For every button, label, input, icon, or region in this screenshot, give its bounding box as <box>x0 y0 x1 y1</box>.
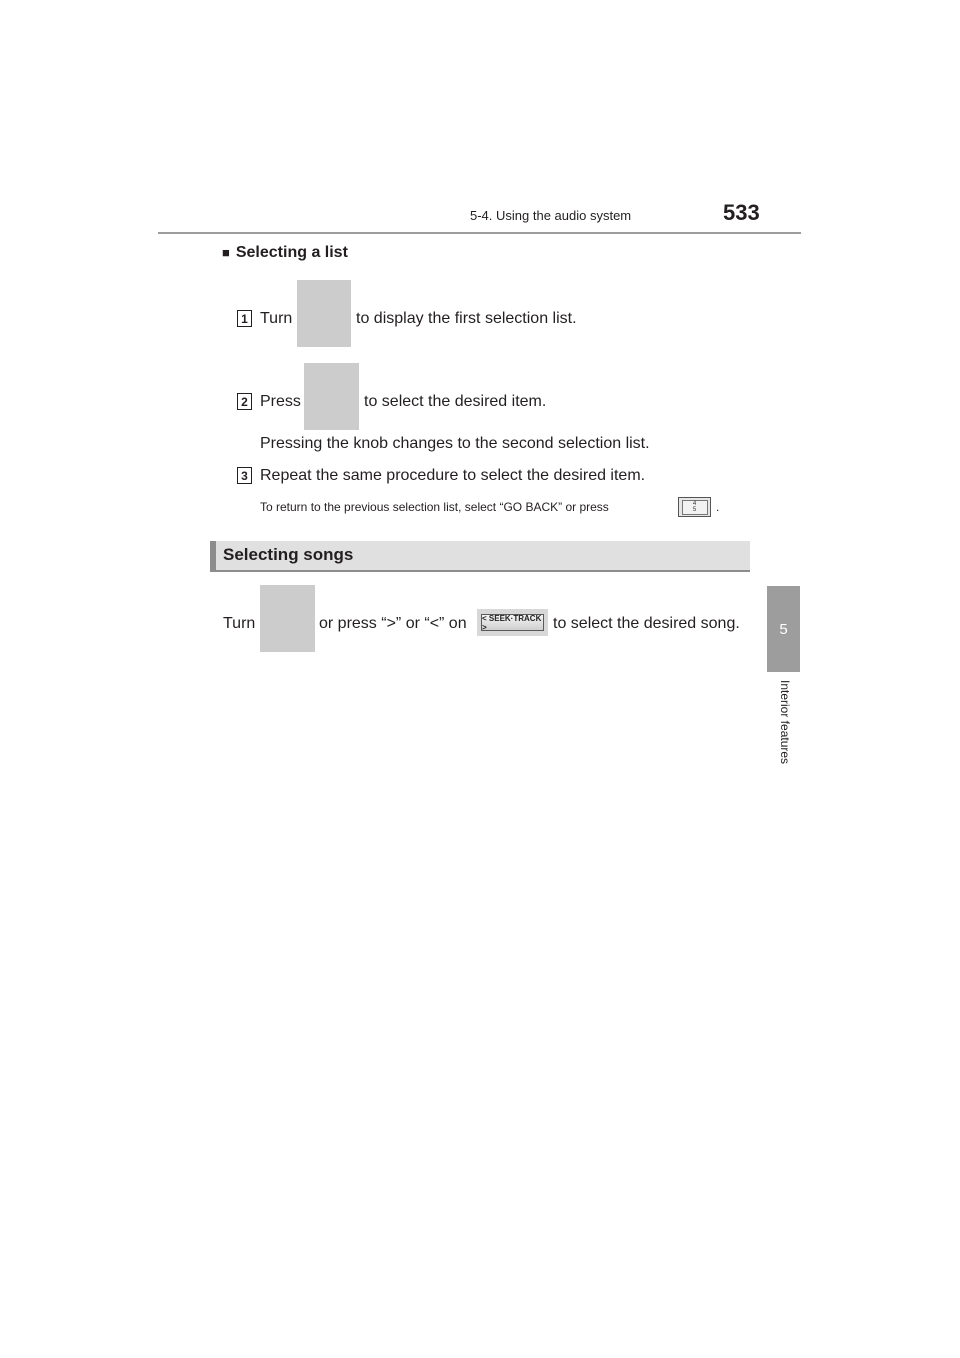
section-title: Selecting songs <box>223 545 354 564</box>
square-bullet-icon: ■ <box>222 245 230 260</box>
page-number: 533 <box>723 200 760 225</box>
select-knob-image <box>304 363 359 430</box>
header-rule <box>158 232 801 234</box>
section-heading-rule <box>210 570 750 572</box>
return-note-end: . <box>716 500 720 514</box>
subsection-title: Selecting a list <box>235 244 348 261</box>
seek-track-button-label: < SEEK·TRACK > <box>481 614 544 631</box>
running-header-section: 5-4. Using the audio system <box>470 208 632 223</box>
step-1-text-after: to display the first selection list. <box>356 310 577 327</box>
step-2-note: Pressing the knob changes to the second selection list. <box>260 435 650 452</box>
tune-knob-image-songs <box>260 585 315 652</box>
step-2-text-after: to select the desired item. <box>364 393 547 410</box>
step-3-text: Repeat the same procedure to select the desired item. <box>260 467 646 484</box>
back-button-label: 4 5 <box>682 500 708 515</box>
seek-track-button-image <box>477 609 548 636</box>
section-heading-accent <box>210 541 216 572</box>
tune-knob-image <box>297 280 351 347</box>
step-number-3: 3 <box>237 467 252 484</box>
chapter-tab <box>767 586 800 672</box>
chapter-label: Interior features <box>778 680 792 765</box>
chapter-number: 5 <box>779 620 788 638</box>
step-1-text-before: Turn <box>260 310 293 327</box>
songs-text-middle: or press “>” or “<” on <box>319 615 467 632</box>
step-2-text-before: Press <box>260 393 301 410</box>
step-number-1: 1 <box>237 310 252 327</box>
return-note-text: To return to the previous selection list, select “GO BACK” or press <box>260 500 609 514</box>
subsection-heading <box>222 244 348 262</box>
songs-text-after: to select the desired song. <box>553 615 740 632</box>
step-number-2: 2 <box>237 393 252 410</box>
songs-text-before: Turn <box>223 615 256 632</box>
back-button-image <box>678 497 711 517</box>
